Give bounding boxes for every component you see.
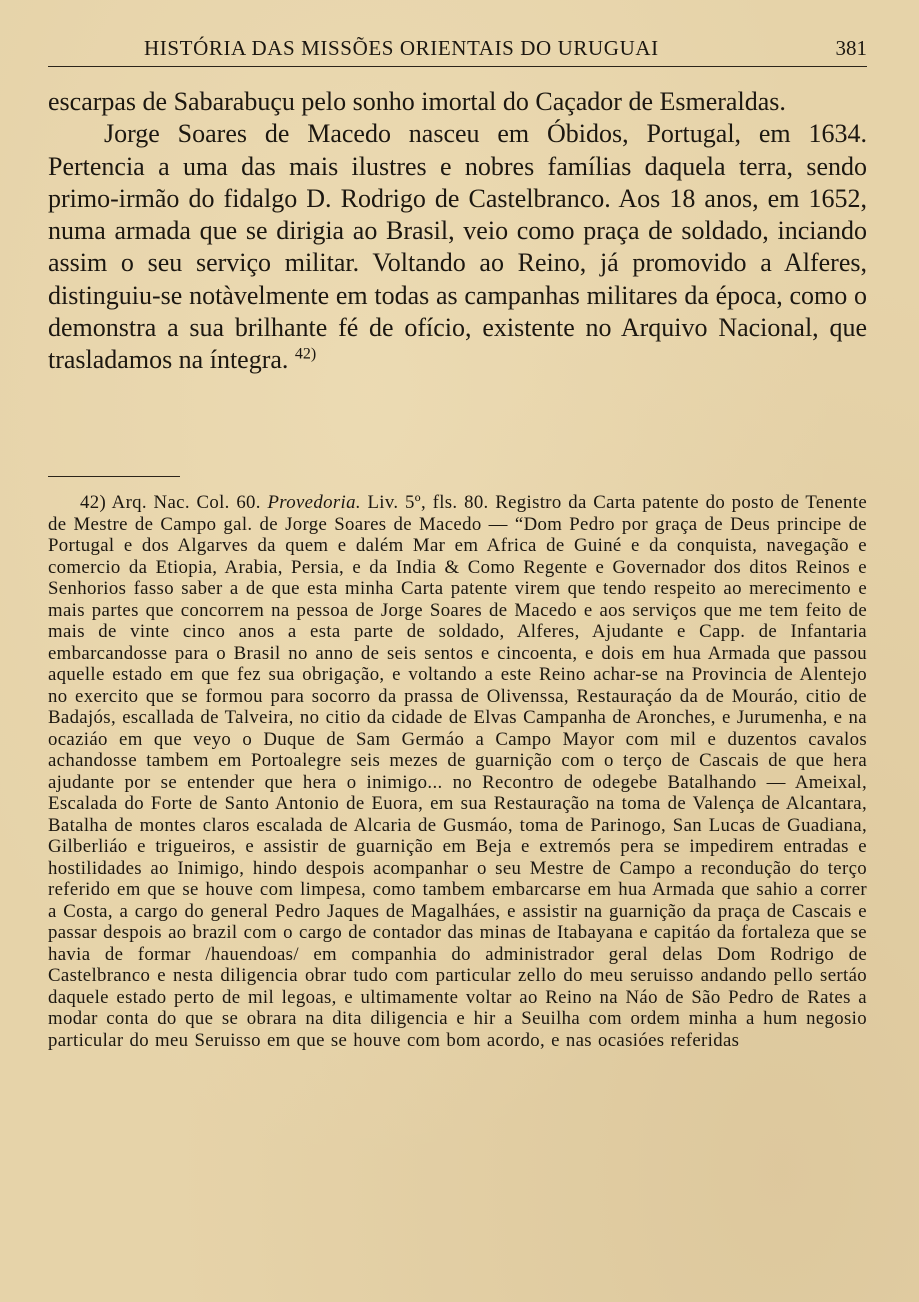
paragraph-text: Jorge Soares de Macedo nasceu em Óbidos, Portugal, em 1634. Pertencia a uma das mais ilustres e nobres famílias daquela terra, sendo primo-irmão do fidalgo D. Rodrigo de Castelbranco. Aos 18 anos, em 1652, numa armada que se dirigia ao Brasil, veio como praça de soldado, inciando assim o seu serviço militar. Voltando ao Reino, já promovido a Alferes, distinguiu-se notàvelmente em todas as campanhas militares da época, como o demonstra a sua brilhante fé de ofício, existente no Arquivo Nacional, que trasladamos na íntegra. xyxy=(48,119,867,375)
footnote-lead: 42) Arq. Nac. Col. 60. xyxy=(80,492,261,513)
paragraph xyxy=(48,118,867,376)
footnote-separator xyxy=(48,476,180,477)
main-text xyxy=(48,86,867,377)
running-title: HISTÓRIA DAS MISSÕES ORIENTAIS DO URUGUAI xyxy=(144,36,659,60)
footnote-text: Liv. 5º, fls. 80. Registro da Carta patente do posto de Tenente de Mestre de Campo gal. de Jorge Soares de Macedo — “Dom Pedro por graça de Deus principe de Portugal e dos Algarves da quem e dalém Mar em Africa de Guiné e da conquista, navegação e comercio da Etiopia, Arabia, Persia, e da India & Como Regente e Governador dos ditos Reinos e Senhorios fasso saber a de que esta minha Carta patente virem que tendo respeito ao merecimento e mais partes que concorrem na pessoa de Jorge Soares de Macedo e aos serviços que me tem feito de mais de vinte cinco anos a esta parte de soldado, Alferes, Ajudante e Capp. de Infantaria embarcandosse para o Brasil no anno de seis sentos e cincoenta, e dois em hua Armada que passou aquelle estado em que fez sua obrigação, e voltando a este Reino achar-se na Provincia de Alentejo no exercito que se formou para socorro da prassa de Olivenssa, Restauraçáo da de Mouráo, citio de Badajós, escallada de Talveira, no citio da cidade de Elvas Campanha de Aronches, e Jurumenha, e na ocaziáo em que veyo o Duque de Sam Germáo a Campo Mayor com mil e duzentos cavalos achandosse tambem em Portoalegre seis mezes de guarnição com o terço de Cascais de que hera ajudante por se entender que hera o inimigo... no Recontro de odegebe Batalhando — Ameixal, Escalada do Forte de Santo Antonio de Euora, em sua Restauração na toma de Valença de Alcantara, Batalha de montes claros escalada de Alcaria de Gusmáo, toma de Parinogo, San Lucas de Guadiana, Gilberliáo e trigueiros, e assistir de guarnição em Beja e extremós pera se impedirem entradas e hostilidades ao Inimigo, hindo despois acompanhar o seu Mestre de Campo a recondução do terço referido em que se houve com limpesa, como tambem embarcarse em hua Armada que sahio a correr a Costa, a cargo do general Pedro Jaques de Magalháes, e assistir na guarnição da praça de Cascais e passar despois ao brazil com o cargo de contador das minas de Itabayana e capitáo da fortaleza que se havia de formar /hauendoas/ em companhia do administrador geral delas Dom Rodrigo de Castelbranco e nesta diligencia obrar tudo com particular zello do meu seruisso andando pello sertáo daquele estado perto de mil legoas, e ultimamente voltar ao Reino na Náo de São Pedro de Rates a modar conta do que se obrara na dita diligencia e hir a Seuilha com ordem minha a hum negosio particular do meu Seruisso em que se houve com bom acordo, e nas ocasióes referidas xyxy=(48,492,868,1051)
footnote-italic: Provedoria. xyxy=(267,492,361,513)
footnote xyxy=(48,492,867,1051)
footnote-reference: 42) xyxy=(294,345,317,363)
page-header xyxy=(48,36,867,67)
paragraph: escarpas de Sabarabuçu pelo sonho imortal do Caçador de Esmeraldas. xyxy=(48,87,786,116)
footnote-paragraph xyxy=(48,492,867,1051)
page-number: 381 xyxy=(835,36,867,60)
